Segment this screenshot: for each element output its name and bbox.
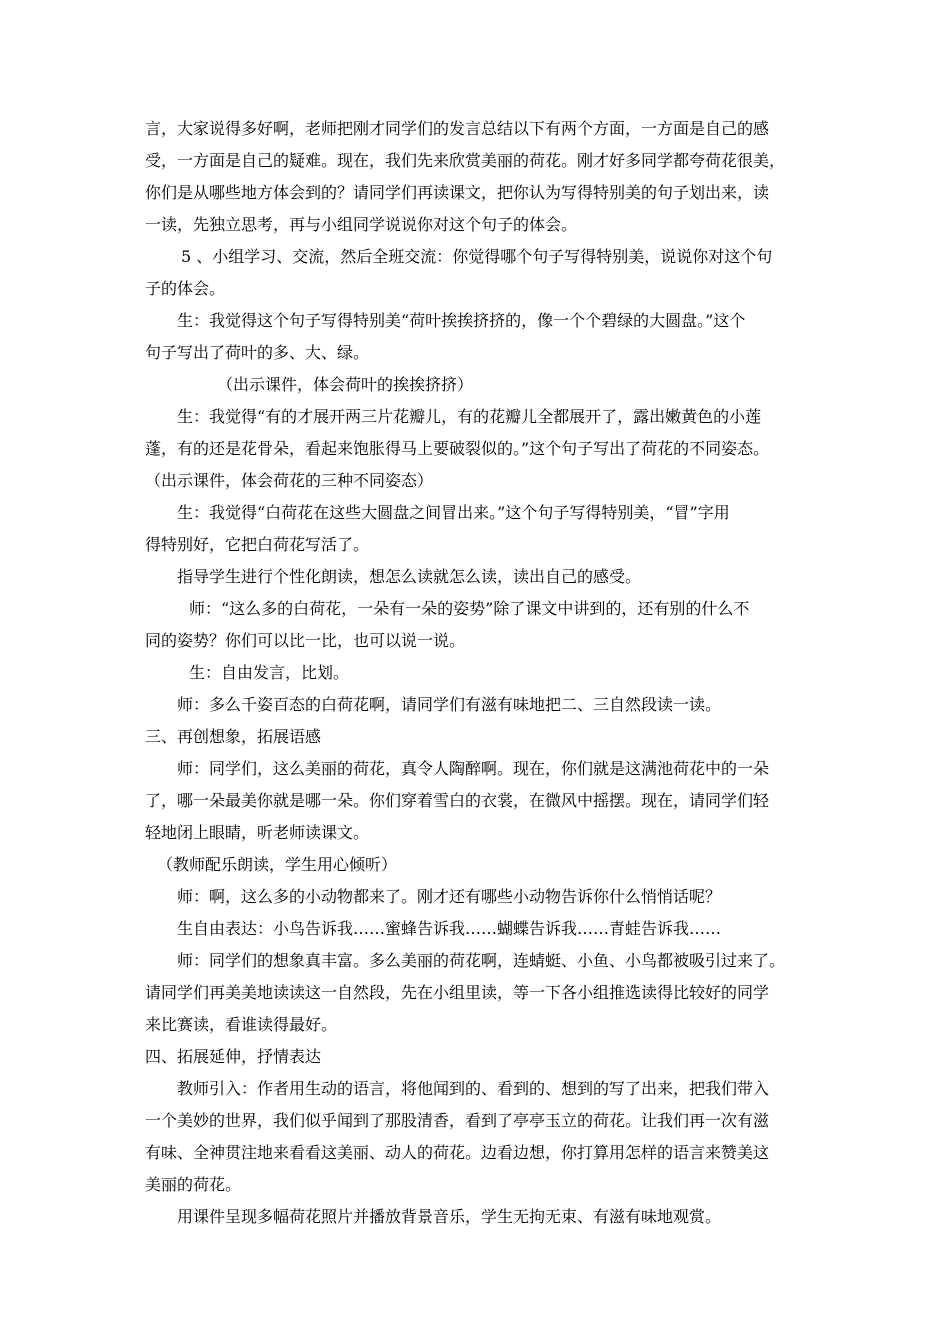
text-line: 一个美妙的世界，我们似乎闻到了那股清香，看到了亭亭玉立的荷花。让我们再一次有滋	[145, 1111, 770, 1130]
text-line: 有味、全神贯注地来看看这美丽、动人的荷花。边看边想，你打算用怎样的语言来赞美这	[145, 1143, 770, 1162]
text-line: （出示课件，体会荷花的三种不同姿态）	[145, 471, 434, 490]
text-line: 句子写出了荷叶的多、大、绿。	[145, 343, 370, 362]
text-line: （出示课件，体会荷叶的挨挨挤挤）	[217, 375, 474, 394]
text-line: 师：同学们，这么美丽的荷花，真令人陶醉啊。现在，你们就是这满池荷花中的一朵	[177, 759, 770, 778]
document-body	[145, 113, 810, 1233]
text-line: 了，哪一朵最美你就是哪一朵。你们穿着雪白的衣裳，在微风中摇摆。现在，请同学们轻	[145, 791, 770, 810]
text-line: 轻地闭上眼睛，听老师读课文。	[145, 823, 370, 842]
text-line: 生自由表达：小鸟告诉我……蜜蜂告诉我……蝴蝶告诉我……青蛙告诉我……	[177, 919, 722, 938]
text-line: 言，大家说得多好啊，老师把刚才同学们的发言总结以下有两个方面，一方面是自己的感	[145, 119, 770, 138]
text-line: 来比赛读，看谁读得最好。	[145, 1015, 338, 1034]
text-line: 同的姿势？你们可以比一比，也可以说一说。	[145, 631, 466, 650]
section-heading: 四、拓展延伸，抒情表达	[145, 1047, 322, 1066]
text-line: 师：同学们的想象真丰富。多么美丽的荷花啊，连蜻蜓、小鱼、小鸟都被吸引过来了。	[177, 951, 786, 970]
text-line: 5 、小组学习、交流，然后全班交流：你觉得哪个句子写得特别美，说说你对这个句	[181, 247, 773, 266]
text-line: 子的体会。	[145, 279, 226, 298]
text-line: 用课件呈现多幅荷花照片并播放背景音乐，学生无拘无束、有滋有味地观赏。	[177, 1207, 722, 1226]
text-line: 生：我觉得“有的才展开两三片花瓣儿，有的花瓣儿全都展开了，露出嫩黄色的小莲	[177, 407, 762, 426]
section-heading: 三、再创想象，拓展语感	[145, 727, 322, 746]
text-line: 教师引入：作者用生动的语言，将他闻到的、看到的、想到的写了出来，把我们带入	[177, 1079, 770, 1098]
text-line: 一读，先独立思考，再与小组同学说说你对这个句子的体会。	[145, 215, 578, 234]
text-line: 你们是从哪些地方体会到的？请同学们再读课文，把你认为写得特别美的句子划出来，读	[145, 183, 770, 202]
text-line: 美丽的荷花。	[145, 1175, 242, 1194]
text-line: 生：我觉得“白荷花在这些大圆盘之间冒出来。”这个句子写得特别美，“冒”字用	[177, 503, 730, 522]
text-line: 得特别好，它把白荷花写活了。	[145, 535, 370, 554]
text-line: 蓬，有的还是花骨朵，看起来饱胀得马上要破裂似的。”这个句子写出了荷花的不同姿态。	[145, 439, 770, 458]
text-line: 生：我觉得这个句子写得特别美“荷叶挨挨挤挤的，像一个个碧绿的大圆盘。”这个	[177, 311, 746, 330]
text-line: 师：啊，这么多的小动物都来了。刚才还有哪些小动物告诉你什么悄悄话呢？	[177, 887, 722, 906]
text-line: （教师配乐朗读，学生用心倾听）	[157, 855, 398, 874]
text-line: 受，一方面是自己的疑难。现在，我们先来欣赏美丽的荷花。刚才好多同学都夸荷花很美，	[145, 151, 786, 170]
text-line: 师：“这么多的白荷花，一朵有一朵的姿势”除了课文中讲到的，还有别的什么不	[189, 599, 750, 618]
text-line: 生：自由发言，比划。	[189, 663, 350, 682]
text-line: 师：多么千姿百态的白荷花啊，请同学们有滋有味地把二、三自然段读一读。	[177, 695, 722, 714]
text-line: 指导学生进行个性化朗读，想怎么读就怎么读，读出自己的感受。	[177, 567, 642, 586]
text-line: 请同学们再美美地读读这一自然段，先在小组里读，等一下各小组推选读得比较好的同学	[145, 983, 770, 1002]
